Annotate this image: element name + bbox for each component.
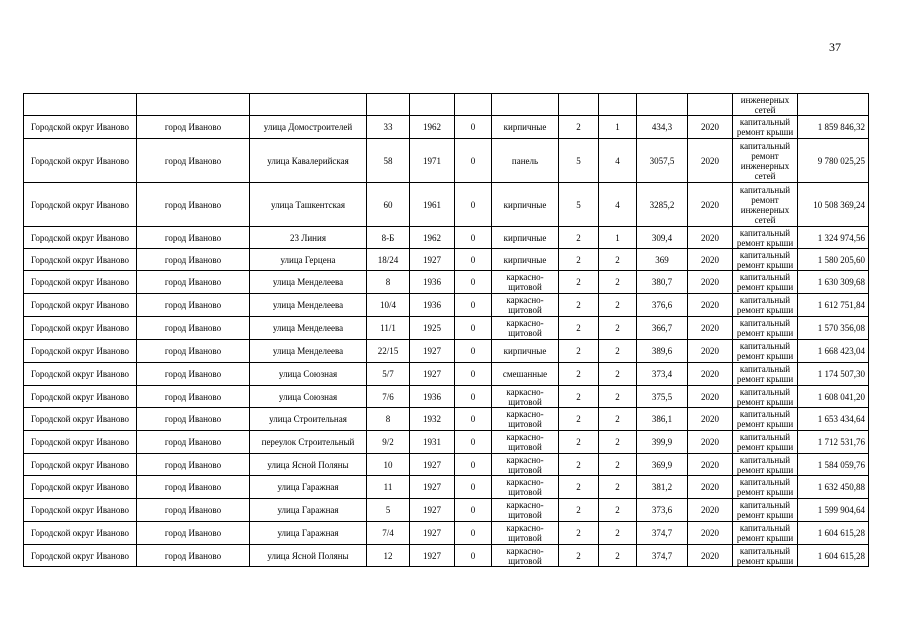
table-row bbox=[24, 499, 869, 522]
cell-repair-year: 2020 bbox=[688, 294, 733, 317]
table-row bbox=[24, 363, 869, 386]
cell-repair-year: 2020 bbox=[688, 317, 733, 340]
cell-entrances: 2 bbox=[599, 294, 637, 317]
cell-repair-type: капитальный ремонт крыши bbox=[733, 227, 798, 249]
cell-street: улица Менделеева bbox=[250, 294, 367, 317]
cell-wall-material: каркасно-щитовой bbox=[492, 499, 559, 522]
cell-municipality: Городской округ Иваново bbox=[24, 340, 137, 363]
cell-wall-material: каркасно-щитовой bbox=[492, 431, 559, 454]
cell-street: улица Кавалерийская bbox=[250, 139, 367, 183]
table-row bbox=[24, 454, 869, 476]
cell-repair-cost: 1 712 531,76 bbox=[798, 431, 869, 454]
cell-house-number: 58 bbox=[367, 139, 410, 183]
cell-repair-type: капитальный ремонт крыши bbox=[733, 340, 798, 363]
cell-total-area bbox=[637, 94, 688, 116]
cell-repair-cost: 1 653 434,64 bbox=[798, 408, 869, 431]
cell-house-number: 8-Б bbox=[367, 227, 410, 249]
cell-house-number: 5/7 bbox=[367, 363, 410, 386]
cell-repair-cost: 1 174 507,30 bbox=[798, 363, 869, 386]
cell-floors: 2 bbox=[559, 294, 599, 317]
cell-municipality: Городской округ Иваново bbox=[24, 271, 137, 294]
cell-year-reconstruction: 0 bbox=[455, 386, 492, 408]
cell-municipality: Городской округ Иваново bbox=[24, 183, 137, 227]
cell-street: улица Менделеева bbox=[250, 340, 367, 363]
cell-settlement: город Иваново bbox=[137, 499, 250, 522]
cell-repair-cost: 1 324 974,56 bbox=[798, 227, 869, 249]
cell-repair-year: 2020 bbox=[688, 139, 733, 183]
cell-wall-material: кирпичные bbox=[492, 183, 559, 227]
cell-repair-cost: 1 630 309,68 bbox=[798, 271, 869, 294]
cell-wall-material: каркасно-щитовой bbox=[492, 476, 559, 499]
cell-floors: 2 bbox=[559, 499, 599, 522]
cell-street: переулок Строительный bbox=[250, 431, 367, 454]
cell-repair-type: капитальный ремонт крыши bbox=[733, 116, 798, 139]
cell-repair-year: 2020 bbox=[688, 183, 733, 227]
cell-municipality: Городской округ Иваново bbox=[24, 116, 137, 139]
cell-street: улица Союзная bbox=[250, 363, 367, 386]
cell-house-number: 9/2 bbox=[367, 431, 410, 454]
cell-year-reconstruction: 0 bbox=[455, 499, 492, 522]
table-row bbox=[24, 522, 869, 545]
cell-wall-material: каркасно-щитовой bbox=[492, 317, 559, 340]
cell-house-number: 10/4 bbox=[367, 294, 410, 317]
cell-entrances: 1 bbox=[599, 116, 637, 139]
cell-settlement bbox=[137, 94, 250, 116]
cell-year-built: 1961 bbox=[410, 183, 455, 227]
cell-repair-year: 2020 bbox=[688, 363, 733, 386]
cell-repair-cost: 1 570 356,08 bbox=[798, 317, 869, 340]
cell-year-reconstruction: 0 bbox=[455, 431, 492, 454]
cell-entrances: 2 bbox=[599, 476, 637, 499]
cell-settlement: город Иваново bbox=[137, 227, 250, 249]
cell-floors: 5 bbox=[559, 139, 599, 183]
cell-settlement: город Иваново bbox=[137, 454, 250, 476]
cell-floors: 2 bbox=[559, 454, 599, 476]
cell-total-area: 376,6 bbox=[637, 294, 688, 317]
cell-year-reconstruction: 0 bbox=[455, 454, 492, 476]
cell-repair-cost: 1 584 059,76 bbox=[798, 454, 869, 476]
cell-year-reconstruction: 0 bbox=[455, 476, 492, 499]
cell-year-built: 1927 bbox=[410, 454, 455, 476]
cell-floors: 2 bbox=[559, 408, 599, 431]
cell-year-built: 1927 bbox=[410, 499, 455, 522]
cell-repair-type: капитальный ремонт крыши bbox=[733, 499, 798, 522]
cell-repair-year: 2020 bbox=[688, 454, 733, 476]
table-row bbox=[24, 545, 869, 567]
cell-house-number: 7/4 bbox=[367, 522, 410, 545]
cell-entrances: 2 bbox=[599, 499, 637, 522]
cell-entrances: 2 bbox=[599, 522, 637, 545]
cell-settlement: город Иваново bbox=[137, 317, 250, 340]
cell-repair-cost: 9 780 025,25 bbox=[798, 139, 869, 183]
cell-year-reconstruction: 0 bbox=[455, 340, 492, 363]
cell-entrances: 4 bbox=[599, 139, 637, 183]
cell-repair-cost: 1 632 450,88 bbox=[798, 476, 869, 499]
cell-total-area: 374,7 bbox=[637, 522, 688, 545]
cell-year-built: 1936 bbox=[410, 294, 455, 317]
cell-repair-year: 2020 bbox=[688, 340, 733, 363]
cell-house-number: 7/6 bbox=[367, 386, 410, 408]
table-row bbox=[24, 139, 869, 183]
cell-year-reconstruction: 0 bbox=[455, 116, 492, 139]
cell-total-area: 389,6 bbox=[637, 340, 688, 363]
cell-floors: 2 bbox=[559, 271, 599, 294]
cell-street: улица Гаражная bbox=[250, 522, 367, 545]
cell-repair-type: капитальный ремонт крыши bbox=[733, 545, 798, 567]
cell-total-area: 380,7 bbox=[637, 271, 688, 294]
table-row bbox=[24, 227, 869, 249]
cell-repair-cost: 1 612 751,84 bbox=[798, 294, 869, 317]
cell-repair-type: капитальный ремонт крыши bbox=[733, 249, 798, 271]
cell-repair-cost bbox=[798, 94, 869, 116]
cell-repair-year: 2020 bbox=[688, 499, 733, 522]
cell-repair-year: 2020 bbox=[688, 408, 733, 431]
cell-street: улица Менделеева bbox=[250, 271, 367, 294]
cell-year-reconstruction: 0 bbox=[455, 249, 492, 271]
cell-municipality: Городской округ Иваново bbox=[24, 522, 137, 545]
cell-house-number: 11 bbox=[367, 476, 410, 499]
cell-settlement: город Иваново bbox=[137, 271, 250, 294]
cell-municipality: Городской округ Иваново bbox=[24, 317, 137, 340]
cell-year-reconstruction: 0 bbox=[455, 408, 492, 431]
cell-settlement: город Иваново bbox=[137, 139, 250, 183]
cell-year-built: 1962 bbox=[410, 227, 455, 249]
cell-floors: 5 bbox=[559, 183, 599, 227]
table-row bbox=[24, 408, 869, 431]
cell-wall-material: каркасно-щитовой bbox=[492, 294, 559, 317]
cell-house-number: 8 bbox=[367, 271, 410, 294]
cell-repair-cost: 1 604 615,28 bbox=[798, 545, 869, 567]
cell-house-number: 10 bbox=[367, 454, 410, 476]
cell-repair-year: 2020 bbox=[688, 522, 733, 545]
table-row bbox=[24, 294, 869, 317]
cell-repair-type: капитальный ремонт крыши bbox=[733, 431, 798, 454]
cell-house-number: 18/24 bbox=[367, 249, 410, 271]
cell-settlement: город Иваново bbox=[137, 522, 250, 545]
cell-year-built: 1936 bbox=[410, 271, 455, 294]
cell-wall-material: каркасно-щитовой bbox=[492, 454, 559, 476]
cell-year-built: 1932 bbox=[410, 408, 455, 431]
cell-repair-year: 2020 bbox=[688, 249, 733, 271]
cell-floors: 2 bbox=[559, 227, 599, 249]
cell-house-number: 5 bbox=[367, 499, 410, 522]
cell-year-reconstruction: 0 bbox=[455, 522, 492, 545]
cell-repair-cost: 1 599 904,64 bbox=[798, 499, 869, 522]
cell-settlement: город Иваново bbox=[137, 476, 250, 499]
cell-street: улица Ташкентская bbox=[250, 183, 367, 227]
cell-settlement: город Иваново bbox=[137, 294, 250, 317]
cell-repair-type: инженерных сетей bbox=[733, 94, 798, 116]
cell-repair-year: 2020 bbox=[688, 386, 733, 408]
cell-municipality: Городской округ Иваново bbox=[24, 227, 137, 249]
cell-entrances: 2 bbox=[599, 317, 637, 340]
cell-total-area: 366,7 bbox=[637, 317, 688, 340]
cell-entrances bbox=[599, 94, 637, 116]
cell-year-reconstruction: 0 bbox=[455, 545, 492, 567]
cell-year-reconstruction: 0 bbox=[455, 363, 492, 386]
table-row bbox=[24, 271, 869, 294]
cell-street: 23 Линия bbox=[250, 227, 367, 249]
cell-year-reconstruction: 0 bbox=[455, 271, 492, 294]
cell-wall-material: каркасно-щитовой bbox=[492, 522, 559, 545]
cell-wall-material: каркасно-щитовой bbox=[492, 408, 559, 431]
cell-entrances: 2 bbox=[599, 454, 637, 476]
cell-year-reconstruction bbox=[455, 94, 492, 116]
cell-house-number: 11/1 bbox=[367, 317, 410, 340]
cell-house-number: 8 bbox=[367, 408, 410, 431]
table-row bbox=[24, 386, 869, 408]
cell-entrances: 2 bbox=[599, 408, 637, 431]
cell-entrances: 2 bbox=[599, 271, 637, 294]
cell-total-area: 3057,5 bbox=[637, 139, 688, 183]
cell-total-area: 434,3 bbox=[637, 116, 688, 139]
cell-wall-material: каркасно-щитовой bbox=[492, 545, 559, 567]
cell-street: улица Строительная bbox=[250, 408, 367, 431]
table-row bbox=[24, 476, 869, 499]
cell-municipality: Городской округ Иваново bbox=[24, 139, 137, 183]
cell-year-built: 1927 bbox=[410, 545, 455, 567]
cell-total-area: 381,2 bbox=[637, 476, 688, 499]
cell-total-area: 374,7 bbox=[637, 545, 688, 567]
table-row bbox=[24, 183, 869, 227]
cell-repair-type: капитальный ремонт крыши bbox=[733, 271, 798, 294]
cell-settlement: город Иваново bbox=[137, 431, 250, 454]
cell-entrances: 2 bbox=[599, 340, 637, 363]
cell-year-reconstruction: 0 bbox=[455, 317, 492, 340]
cell-repair-type: капитальный ремонт крыши bbox=[733, 408, 798, 431]
cell-municipality: Городской округ Иваново bbox=[24, 408, 137, 431]
cell-floors: 2 bbox=[559, 249, 599, 271]
cell-year-reconstruction: 0 bbox=[455, 139, 492, 183]
cell-floors: 2 bbox=[559, 363, 599, 386]
cell-wall-material: каркасно-щитовой bbox=[492, 271, 559, 294]
cell-year-built: 1936 bbox=[410, 386, 455, 408]
cell-total-area: 369,9 bbox=[637, 454, 688, 476]
cell-entrances: 4 bbox=[599, 183, 637, 227]
cell-floors: 2 bbox=[559, 386, 599, 408]
cell-repair-year bbox=[688, 94, 733, 116]
table-row bbox=[24, 431, 869, 454]
cell-entrances: 2 bbox=[599, 386, 637, 408]
cell-street: улица Домостроителей bbox=[250, 116, 367, 139]
table-row bbox=[24, 317, 869, 340]
cell-year-built bbox=[410, 94, 455, 116]
cell-repair-cost: 1 608 041,20 bbox=[798, 386, 869, 408]
cell-street: улица Ясной Поляны bbox=[250, 454, 367, 476]
cell-wall-material: кирпичные bbox=[492, 116, 559, 139]
cell-year-built: 1927 bbox=[410, 363, 455, 386]
cell-house-number: 22/15 bbox=[367, 340, 410, 363]
cell-total-area: 309,4 bbox=[637, 227, 688, 249]
cell-floors: 2 bbox=[559, 317, 599, 340]
cell-municipality: Городской округ Иваново bbox=[24, 476, 137, 499]
cell-total-area: 399,9 bbox=[637, 431, 688, 454]
cell-repair-type: капитальный ремонт крыши bbox=[733, 294, 798, 317]
cell-floors: 2 bbox=[559, 116, 599, 139]
cell-street: улица Гаражная bbox=[250, 476, 367, 499]
cell-wall-material: смешанные bbox=[492, 363, 559, 386]
cell-wall-material: панель bbox=[492, 139, 559, 183]
cell-wall-material: каркасно-щитовой bbox=[492, 386, 559, 408]
cell-year-built: 1962 bbox=[410, 116, 455, 139]
cell-year-reconstruction: 0 bbox=[455, 227, 492, 249]
cell-repair-type: капитальный ремонт крыши bbox=[733, 386, 798, 408]
cell-repair-cost: 1 604 615,28 bbox=[798, 522, 869, 545]
cell-floors: 2 bbox=[559, 340, 599, 363]
cell-settlement: город Иваново bbox=[137, 386, 250, 408]
cell-repair-year: 2020 bbox=[688, 227, 733, 249]
cell-house-number bbox=[367, 94, 410, 116]
cell-year-built: 1927 bbox=[410, 522, 455, 545]
cell-wall-material: кирпичные bbox=[492, 340, 559, 363]
cell-repair-type: капитальный ремонт крыши bbox=[733, 476, 798, 499]
cell-settlement: город Иваново bbox=[137, 249, 250, 271]
cell-repair-year: 2020 bbox=[688, 476, 733, 499]
cell-repair-year: 2020 bbox=[688, 271, 733, 294]
cell-wall-material bbox=[492, 94, 559, 116]
cell-total-area: 373,4 bbox=[637, 363, 688, 386]
cell-municipality: Городской округ Иваново bbox=[24, 386, 137, 408]
cell-street: улица Ясной Поляны bbox=[250, 545, 367, 567]
cell-settlement: город Иваново bbox=[137, 408, 250, 431]
cell-total-area: 386,1 bbox=[637, 408, 688, 431]
table-row bbox=[24, 249, 869, 271]
cell-floors: 2 bbox=[559, 431, 599, 454]
cell-total-area: 369 bbox=[637, 249, 688, 271]
cell-municipality: Городской округ Иваново bbox=[24, 431, 137, 454]
cell-wall-material: кирпичные bbox=[492, 249, 559, 271]
cell-repair-type: капитальный ремонт инженерных сетей bbox=[733, 139, 798, 183]
cell-street: улица Менделеева bbox=[250, 317, 367, 340]
table-row bbox=[24, 116, 869, 139]
cell-municipality: Городской округ Иваново bbox=[24, 363, 137, 386]
cell-repair-year: 2020 bbox=[688, 431, 733, 454]
cell-repair-cost: 10 508 369,24 bbox=[798, 183, 869, 227]
cell-total-area: 3285,2 bbox=[637, 183, 688, 227]
cell-municipality: Городской округ Иваново bbox=[24, 249, 137, 271]
cell-municipality: Городской округ Иваново bbox=[24, 545, 137, 567]
cell-repair-year: 2020 bbox=[688, 116, 733, 139]
cell-year-reconstruction: 0 bbox=[455, 294, 492, 317]
cell-year-built: 1927 bbox=[410, 340, 455, 363]
cell-street: улица Герцена bbox=[250, 249, 367, 271]
cell-repair-type: капитальный ремонт крыши bbox=[733, 363, 798, 386]
cell-year-built: 1925 bbox=[410, 317, 455, 340]
cell-entrances: 2 bbox=[599, 363, 637, 386]
cell-municipality: Городской округ Иваново bbox=[24, 499, 137, 522]
cell-total-area: 375,5 bbox=[637, 386, 688, 408]
cell-house-number: 60 bbox=[367, 183, 410, 227]
cell-repair-type: капитальный ремонт крыши bbox=[733, 317, 798, 340]
cell-floors: 2 bbox=[559, 522, 599, 545]
cell-entrances: 2 bbox=[599, 249, 637, 271]
cell-year-built: 1971 bbox=[410, 139, 455, 183]
cell-settlement: город Иваново bbox=[137, 545, 250, 567]
page-number: 37 bbox=[829, 40, 841, 54]
cell-entrances: 2 bbox=[599, 431, 637, 454]
cell-year-built: 1931 bbox=[410, 431, 455, 454]
cell-total-area: 373,6 bbox=[637, 499, 688, 522]
cell-entrances: 1 bbox=[599, 227, 637, 249]
cell-settlement: город Иваново bbox=[137, 116, 250, 139]
cell-repair-year: 2020 bbox=[688, 545, 733, 567]
cell-municipality: Городской округ Иваново bbox=[24, 454, 137, 476]
cell-settlement: город Иваново bbox=[137, 183, 250, 227]
table-row bbox=[24, 340, 869, 363]
cell-entrances: 2 bbox=[599, 545, 637, 567]
repair-program-table bbox=[23, 93, 869, 567]
cell-settlement: город Иваново bbox=[137, 340, 250, 363]
cell-repair-type: капитальный ремонт крыши bbox=[733, 522, 798, 545]
cell-street: улица Союзная bbox=[250, 386, 367, 408]
cell-settlement: город Иваново bbox=[137, 363, 250, 386]
cell-repair-cost: 1 668 423,04 bbox=[798, 340, 869, 363]
cell-repair-cost: 1 859 846,32 bbox=[798, 116, 869, 139]
cell-street: улица Гаражная bbox=[250, 499, 367, 522]
cell-repair-type: капитальный ремонт инженерных сетей bbox=[733, 183, 798, 227]
cell-year-reconstruction: 0 bbox=[455, 183, 492, 227]
cell-floors: 2 bbox=[559, 476, 599, 499]
cell-wall-material: кирпичные bbox=[492, 227, 559, 249]
cell-street bbox=[250, 94, 367, 116]
cell-floors: 2 bbox=[559, 545, 599, 567]
cell-repair-cost: 1 580 205,60 bbox=[798, 249, 869, 271]
cell-house-number: 33 bbox=[367, 116, 410, 139]
cell-repair-type: капитальный ремонт крыши bbox=[733, 454, 798, 476]
cell-year-built: 1927 bbox=[410, 249, 455, 271]
cell-floors bbox=[559, 94, 599, 116]
cell-municipality: Городской округ Иваново bbox=[24, 294, 137, 317]
cell-municipality bbox=[24, 94, 137, 116]
cell-house-number: 12 bbox=[367, 545, 410, 567]
cell-year-built: 1927 bbox=[410, 476, 455, 499]
table-row-continuation bbox=[24, 94, 869, 116]
